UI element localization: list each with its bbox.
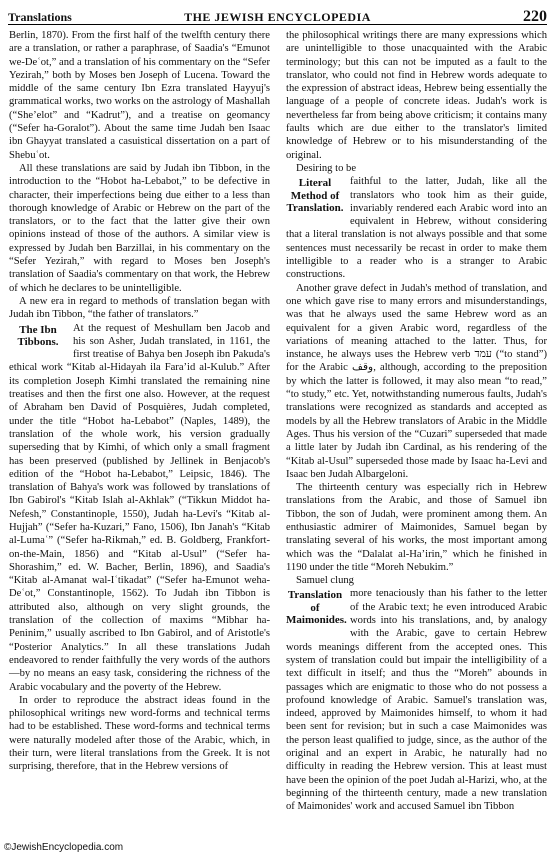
page-number: 220: [523, 8, 547, 25]
paragraph: Another grave defect in Judah's method of translation, and one which gave rise to many errors and misunderstandings, was that he always used the same Hebrew word as an equivalent for a given Arabic word, regardless of the variations of meaning attached to the latter. Thus, for instance, he always uses the Hebrew verb עמד (“to stand”) for the Arabic وقف, although, according to the preposition by which the latter is followed, it may also mean “to read,” “to study,” etc. Yet, notwithstanding numerous faults, Judah's translations were recognized as standards and accepted as models by all the Hebrew translators of Arabic in the Middle Ages. Thus his version of the “Cuzari” superseded that made a little later by Judah ibn Cardinal, as his rendering of the “Kitab al-Usul” superseded those made by Isaac ha-Levi and Isaac ben Judah Albargeloni.: [286, 282, 548, 480]
paragraph: faithful to the latter, Judah, like all the translators who took him as their guide, invariably rendered each Arabic word into an equivalent in Hebrew, without considering that a literal translation is not always possible and that some sentences must necessarily be recast in order to make them intelligible to a reader who is a stranger to Arabic constructions.: [286, 176, 547, 281]
paragraph: more tenaciously than his father to the letter of the Arabic text; he even introduced Arabic words into his translations, and, by analogy with the Arabic, gave to certain Hebrew words meanings different from the accepted ones. This system of translation could but impair the intelligibility of a text difficult in itself; and thus the “Moreh” abounds in passages which are enigmatic to those who do not possess a profound knowledge of Arabic. Samuel's translation was, indeed, approved by Maimonides himself, to whom it had been sent for revision; but in such a case Maimonides was the person least qualified to judge, since, as the author of the original and an expert in Arabic, he naturally had no difficulty in reading the Hebrew version. This at least must have been the opinion of the poet Judah al-Harizi, who, at the beginning of the thirteenth century, made a new translation of Maimonides' work and accused Samuel ibn Tibbon: [286, 588, 547, 813]
section-title: Translations: [8, 10, 72, 24]
journal-title: THE JEWISH ENCYCLOPEDIA: [184, 10, 371, 24]
right-column: [286, 29, 547, 814]
paragraph: All these translations are said by Judah ibn Tibbon, in the introduction to the “Hobot ha-Lebabot,” to be defective in character, their imperfections being due either to a less than thorough knowledge of Arabic or Hebrew on the part of the translators, or to the fact that the latter give their own opinions instead of those of the authors. A similar view is expressed by Judah ben Barzillai, in his commentary on the “Sefer Yezirah,” with regard to Moses ben Joseph's translation of Saadia's commentary on that work, the Hebrew of which he declares to be unintelligible.: [9, 162, 270, 294]
running-header: [8, 6, 547, 25]
paragraph: the philosophical writings there are many expressions which are unintelligible to those unacquainted with the Arabic terminology; but this can not be imputed as a fault to the translator, who could not find in Hebrew words adequate to the expression of abstract ideas, Hebrew being essentially the language of a people of concrete ideas. Judah's work is nevertheless far from being above criticism; it contains many faults which are due either to the translator's limited knowledge of Hebrew or to his misunderstanding of the original.: [286, 30, 547, 161]
paragraph: The thirteenth century was especially rich in Hebrew translations from the Arabic, and those of Samuel ibn Tibbon, the son of Judah, were prominent among them. An enthusiastic admirer of Maimonides, Samuel began by translating several of his works, the most important among which was the “Dalalat al-Haʼirin,” which he finished in 1190 under the title “Moreh Nebukim.”: [286, 482, 547, 573]
copyright-link[interactable]: ©JewishEncyclopedia.com: [4, 842, 124, 853]
paragraph: At the request of Meshullam ben Jacob and his son Asher, Judah translated, in 1161, the first treatise of Bahya ben Joseph ibn Pakuda's ethical work “Kitab al-Hidayah ila Faraʼid al-Kulub.” After its completion Joseph Kimhi translated the remaining nine treatises and then the first one also. However, at the request of Abraham ben David of Posquières, Judah completed, under the title “Hobot ha-Lebabot” (Naples, 1489), the translation of the whole work, his version gradually superseding that by Kimhi, of which only a small fragment has been preserved (published by Jellinek in Benjacob's edition of the “Hobot ha-Lebabot,” Leipsic, 1846). The translation of Bahya's work was followed by translations of Ibn Gabirol's “Kitab Islah al-Akhlak” (“Tikkun Middot ha-Nefesh,” Constantinople, 1550), Judah ha-Levi's “Kitab al-Hujjah” (“Sefer ha-Kuzari,” Fano, 1506), Ibn Janah's “Kitab al-Lumaʿ” (“Sefer ha-Rikmah,” ed. B. Goldberg, Frankfort-on-the-Main, 1856) and “Kitab al-Usul” (“Sefer ha-Shorashim,” ed. W. Bacher, Berlin, 1896), and Saadia's “Kitab al-Amanat wal-Iʿtikadat” (“Sefer ha-Emunot weha-Deʿot,” Constantinople, 1562). To Judah ibn Tibbon is attributed also, although on very slight grounds, the translation of the collection of maxims “Mibhar ha-Peninim,” usually ascribed to Ibn Gabirol, and of Aristotle's “Posterior Analytics.” In all these translations Judah endeavored to render faithfully the very words of the authors—by no means an easy task, considering the richness of the Arabic vocabulary and the poverty of the Hebrew.: [9, 322, 270, 693]
paragraph: Desiring to be: [296, 162, 357, 174]
sidenote-ibn-tibbons: The Ibn Tibbons.: [17, 323, 59, 349]
paragraph: Samuel clung: [296, 575, 354, 587]
sidenote-literal-method: Literal Method of Translation.: [286, 177, 344, 215]
paragraph: Berlin, 1870). From the first half of the twelfth century there are a translation, or rather a paraphrase, of Saadia's “Emunot we-Deʿot,” and a translation of his commentary on the “Sefer Yezirah,” both by Moses ben Joseph of Lucena. Toward the middle of the same century Ibn Ezra translated Hayyuj's grammatical works, two works on the astrology of Mashallah (“Sheʼelot” and “Kadrut”), and a treatise on geomancy (“Sefer ha-Goralot”). About the same time Judah ben Isaac ibn Ghayyat translated a casuistical dissertation on a part of Shebuʿot.: [9, 30, 270, 161]
footer: [4, 842, 123, 854]
paragraph: A new era in regard to methods of translation began with Judah ibn Tibbon, “the father of translators.”: [9, 295, 270, 321]
paragraph: In order to reproduce the abstract ideas found in the philosophical writings new word-forms and technical terms had to be established. These word-forms and technical terms were naturally modeled after those of the Arabic, which, in their turn, were literal translations from the Greek. It is not surprising, therefore, that in the Hebrew versions of: [9, 694, 270, 773]
sidenote-translation-maimonides: Translation of Maimonides.: [286, 589, 347, 627]
left-column: [9, 29, 270, 774]
